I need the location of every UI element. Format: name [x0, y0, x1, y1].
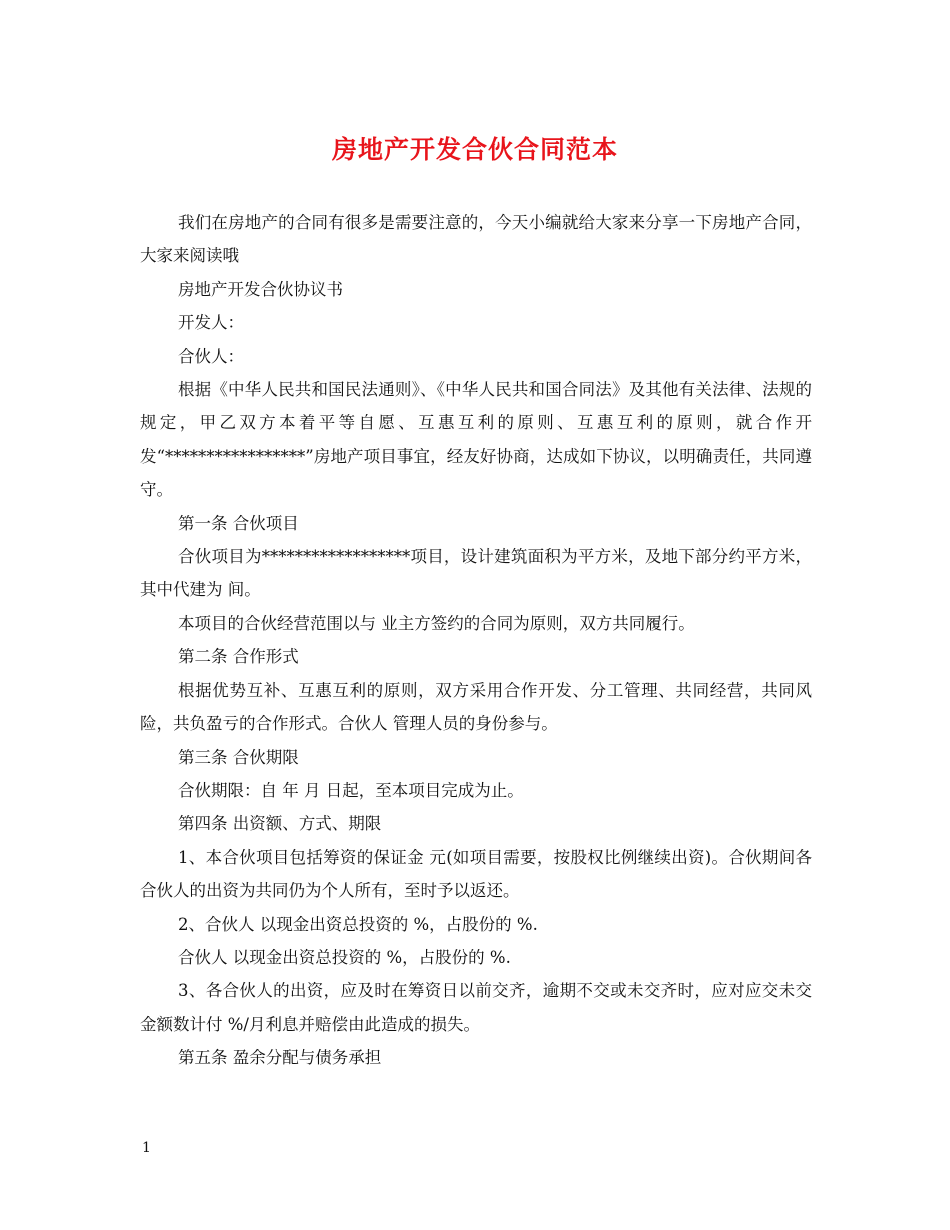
paragraph-term: 合伙期限：自 年 月 日起，至本项目完成为止。 — [178, 780, 524, 800]
paragraph-intro: 我们在房地产的合同有很多是需要注意的，今天小编就给大家来分享一下房地产合同，大家来阅读哦 — [140, 213, 812, 266]
paragraph-cooperation-form: 根据优势互补、互惠互利的原则，双方采用合作开发、分工管理、共同经营，共同风险，共负盈亏的合作形式。合伙人 管理人员的身份参与。 — [140, 680, 812, 734]
paragraph-contribution-3: 3、各合伙人的出资，应及时在筹资日以前交齐，逾期不交或未交齐时，应对应交未交金额数计付 %/月利息并赔偿由此造成的损失。 — [140, 981, 812, 1034]
paragraph-contribution-2: 2、合伙人 以现金出资总投资的 %，占股份的 %. — [178, 914, 538, 934]
paragraph-article-1: 第一条 合伙项目 — [178, 513, 299, 533]
paragraph-article-3: 第三条 合伙期限 — [178, 747, 299, 767]
paragraph-contribution-1: 1、本合伙项目包括筹资的保证金 元(如项目需要，按股权比例继续出资)。合伙期间各合伙人的出资为共同仍为个人所有，至时予以返还。 — [140, 847, 812, 901]
paragraph-project-scope: 本项目的合伙经营范围以与 业主方签约的合同为原则，双方共同履行。 — [178, 613, 695, 633]
document-body — [140, 206, 812, 1075]
paragraph-partner: 合伙人： — [178, 346, 244, 366]
paragraph-developer: 开发人： — [178, 313, 244, 333]
paragraph-contribution-2b: 合伙人 以现金出资总投资的 %，占股份的 %. — [178, 947, 511, 967]
paragraph-agreement-title: 房地产开发合伙协议书 — [178, 279, 343, 299]
paragraph-article-2: 第二条 合作形式 — [178, 647, 299, 667]
paragraph-article-4: 第四条 出资额、方式、期限 — [178, 814, 382, 834]
paragraph-legal-basis: 根据《中华人民共和国民法通则》、《中华人民共和国合同法》及其他有关法律、法规的规定，甲乙双方本着平等自愿、互惠互利的原则、互惠互利的原则，就合作开发“*****************”房地产项目事宜，经友好协商，达成如下协议，以明确责任，共同遵守。 — [140, 380, 812, 500]
paragraph-project-description: 合伙项目为******************项目，设计建筑面积为平方米，及地下部分约平方米，其中代建为 间。 — [140, 547, 812, 600]
paragraph-article-5: 第五条 盈余分配与债务承担 — [178, 1048, 382, 1068]
page-number: 1 — [142, 1140, 151, 1156]
document-title: 房地产开发合伙合同范本 — [331, 135, 618, 164]
